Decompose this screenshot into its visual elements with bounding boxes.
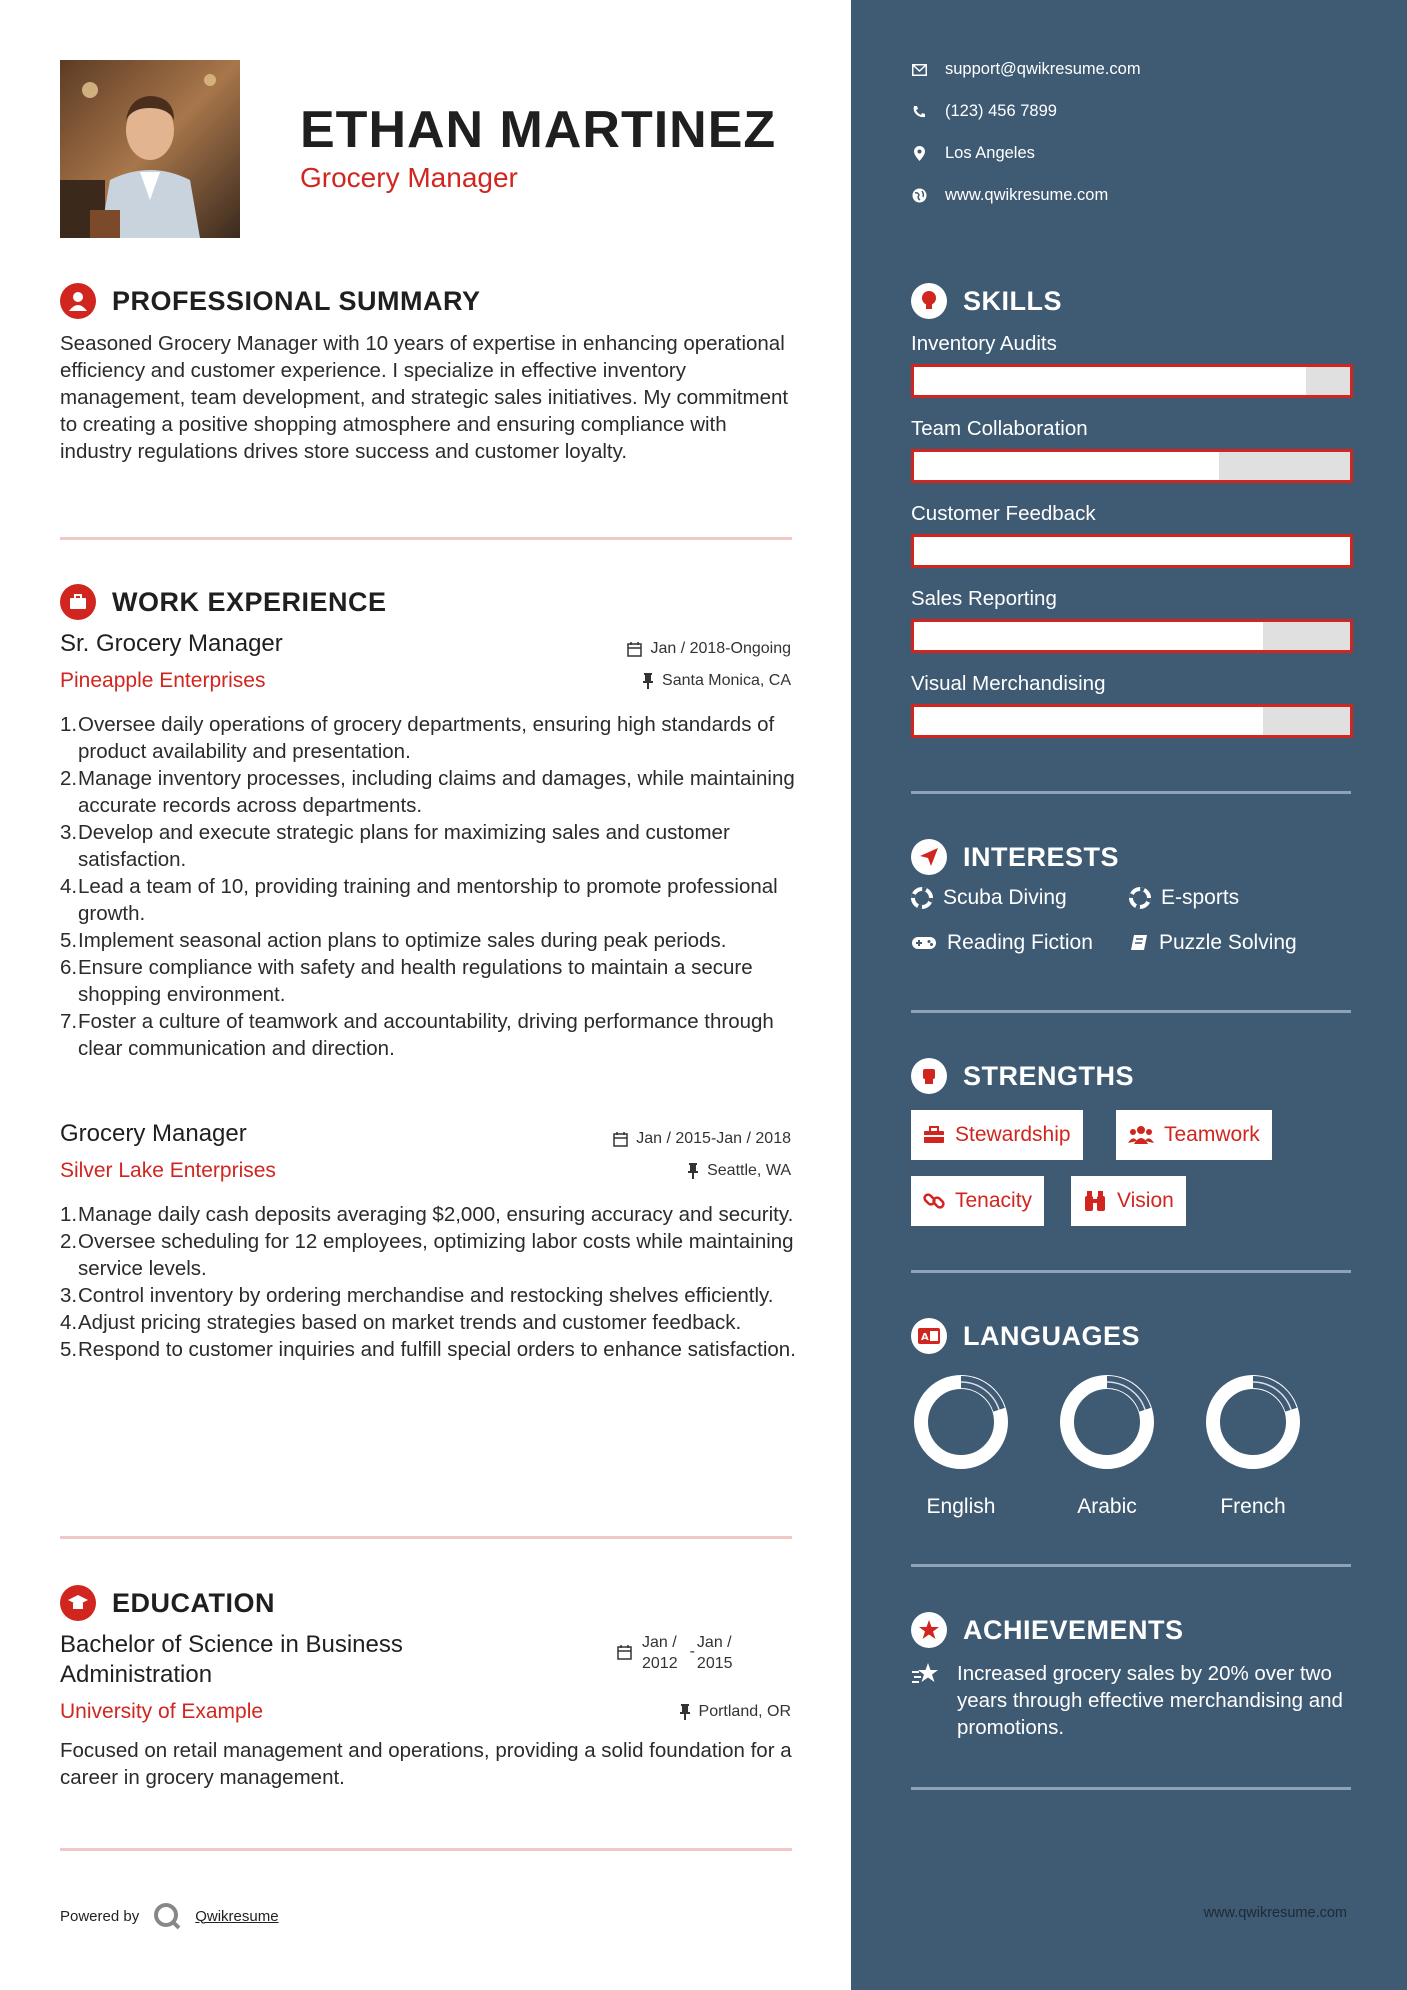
skill-bar [911, 364, 1353, 398]
language-item [906, 1372, 1016, 1519]
list-item: 5. Respond to customer inquiries and fulfill special orders to enhance satisfaction. [60, 1338, 796, 1361]
sidebar [851, 0, 1407, 1990]
achievements-title: ACHIEVEMENTS [963, 1614, 1184, 1645]
job-1-company: Pineapple Enterprises [60, 669, 266, 692]
pin-icon [642, 673, 654, 689]
strengths-title: STRENGTHS [963, 1060, 1135, 1091]
list-item: 5. Implement seasonal action plans to optimize sales during peak periods. [60, 929, 727, 952]
education-location-text: Portland, OR [698, 1703, 791, 1720]
education-date-sep: - [689, 1643, 695, 1660]
skill-bar [911, 534, 1353, 568]
gamepad-icon [911, 935, 937, 951]
users-icon [1128, 1125, 1154, 1145]
job-1-duties [60, 711, 800, 1062]
experience-heading [60, 584, 387, 620]
calendar-icon [627, 642, 642, 657]
job-1-location-text: Santa Monica, CA [662, 672, 791, 689]
list-item: 1. Oversee daily operations of grocery departments, ensuring high standards of product availability and presentation. [60, 713, 775, 763]
list-item: 1. Manage daily cash deposits averaging $2,000, ensuring accuracy and security. [60, 1203, 794, 1226]
strength-badge [911, 1110, 1083, 1160]
pin-icon [687, 1163, 699, 1179]
interest-item [911, 931, 1093, 955]
language-ring [911, 1372, 1011, 1472]
skill-bar-fill [914, 537, 1350, 565]
interest-label: Scuba Diving [943, 886, 1067, 909]
list-item: 7. Foster a culture of teamwork and accountability, driving performance through clear communication and direction. [60, 1010, 774, 1060]
phone-icon [911, 104, 927, 120]
section-divider [911, 1270, 1351, 1273]
interest-item [911, 886, 1067, 910]
list-item: 6. Ensure compliance with safety and health regulations to maintain a secure shopping environment. [60, 956, 753, 1006]
strength-label: Vision [1117, 1189, 1174, 1212]
skill-label: Sales Reporting [911, 587, 1057, 610]
education-text: Focused on retail management and operations, providing a solid foundation for a career in grocery management. [60, 1739, 792, 1789]
job-2-location-text: Seattle, WA [707, 1162, 791, 1179]
language-item [1198, 1372, 1308, 1519]
skill-bar [911, 449, 1353, 483]
degree-line-2: Administration [60, 1661, 213, 1688]
skill-label: Visual Merchandising [911, 672, 1106, 695]
language-label: Arabic [1077, 1495, 1137, 1518]
book-icon [1129, 933, 1149, 953]
paper-plane-icon [911, 839, 947, 875]
skill-label: Team Collaboration [911, 417, 1088, 440]
experience-title: WORK EXPERIENCE [112, 586, 387, 617]
language-item [1052, 1372, 1162, 1519]
strength-badge [911, 1176, 1044, 1226]
skill-label: Customer Feedback [911, 502, 1096, 525]
education-title: EDUCATION [112, 1587, 275, 1618]
education-location [679, 1703, 791, 1721]
achievement-item [911, 1660, 1351, 1741]
achievement-text: Increased grocery sales by 20% over two years through effective merchandising and promotions. [957, 1662, 1343, 1739]
contact-location-text: Los Angeles [945, 144, 1035, 162]
summary-heading [60, 283, 481, 319]
skill-bar-fill [914, 452, 1219, 480]
language-ring [1057, 1372, 1157, 1472]
contact-email [911, 60, 1141, 79]
profile-photo [60, 60, 240, 238]
skill-bar [911, 619, 1353, 653]
binoculars-icon [1083, 1190, 1107, 1212]
strength-badge [1116, 1110, 1272, 1160]
education-date-end: Jan / 2015 [696, 1634, 733, 1672]
envelope-icon [911, 62, 927, 78]
contact-phone [911, 102, 1057, 121]
strength-label: Tenacity [955, 1189, 1033, 1212]
list-item: 2. Manage inventory processes, including claims and damages, while maintaining accurate records across departments. [60, 767, 795, 817]
skills-title: SKILLS [963, 285, 1063, 316]
list-item: 2. Oversee scheduling for 12 employees, optimizing labor costs while maintaining service levels. [60, 1230, 794, 1280]
interests-heading [911, 839, 1119, 875]
interest-label: E-sports [1161, 886, 1240, 909]
skill-bar-fill [914, 622, 1263, 650]
interest-item [1129, 886, 1239, 910]
degree-line-1: Bachelor of Science in Business [60, 1631, 403, 1658]
powered-by-label: Powered by [60, 1907, 140, 1925]
education-date-start: Jan / 2012 [642, 1634, 678, 1672]
skill-bar-fill [914, 367, 1306, 395]
summary-text: Seasoned Grocery Manager with 10 years of expertise in enhancing operational efficiency and customer experience. I specialize in effective inventory management, team development, and strategic sales initiatives. My commitment to creating a positive shopping atmosphere and ensuring compliance with industry regulations drives store success and customer loyalty. [60, 332, 789, 463]
languages-heading [911, 1318, 1140, 1354]
job-1-dates [627, 640, 791, 658]
achievements-heading [911, 1612, 1184, 1648]
briefcase-icon [60, 584, 96, 620]
skill-bar [911, 704, 1353, 738]
section-divider [60, 537, 792, 540]
lifebuoy-icon [1129, 887, 1151, 909]
star-badge-icon [911, 1612, 947, 1648]
interest-item [1129, 931, 1297, 955]
section-divider [60, 1848, 792, 1851]
job-1-dates-text: Jan / 2018-Ongoing [650, 640, 791, 657]
job-1-role: Sr. Grocery Manager [60, 630, 283, 657]
skills-heading [911, 283, 1062, 319]
language-ring [1203, 1372, 1303, 1472]
job-2-role: Grocery Manager [60, 1120, 247, 1147]
summary-title: PROFESSIONAL SUMMARY [112, 285, 481, 316]
briefcase-icon [923, 1126, 945, 1144]
translate-icon [911, 1318, 947, 1354]
lightbulb-icon [911, 283, 947, 319]
school-name: University of Example [60, 1700, 264, 1723]
svg-text:A: A [921, 1332, 929, 1343]
job-1-location [642, 672, 791, 690]
section-divider [911, 791, 1351, 794]
qwikresume-logo-icon [153, 1902, 181, 1930]
contact-location [911, 144, 1035, 163]
strength-label: Stewardship [955, 1123, 1071, 1146]
section-divider [911, 1564, 1351, 1567]
section-divider [911, 1010, 1351, 1013]
candidate-title: Grocery Manager [300, 162, 518, 193]
skill-bar-fill [914, 707, 1263, 735]
section-divider [911, 1787, 1351, 1790]
job-2-location [687, 1162, 791, 1180]
skill-label: Inventory Audits [911, 332, 1057, 355]
fist-icon [911, 1058, 947, 1094]
footer-site[interactable]: www.qwikresume.com [1203, 1905, 1347, 1921]
list-item: 3. Control inventory by ordering merchandise and restocking shelves efficiently. [60, 1284, 774, 1307]
list-item: 4. Adjust pricing strategies based on market trends and customer feedback. [60, 1311, 742, 1334]
job-2-dates-text: Jan / 2015-Jan / 2018 [636, 1130, 791, 1147]
calendar-icon [613, 1132, 628, 1147]
star-icon [911, 1662, 943, 1741]
lifebuoy-icon [911, 887, 933, 909]
user-icon [60, 283, 96, 319]
contact-website-text[interactable]: www.qwikresume.com [945, 186, 1109, 204]
contact-phone-text: (123) 456 7899 [945, 102, 1057, 120]
strength-label: Teamwork [1164, 1123, 1260, 1146]
contact-website [911, 186, 1108, 205]
education-dates [617, 1632, 733, 1674]
language-label: French [1220, 1495, 1286, 1518]
job-2-duties [60, 1201, 800, 1363]
link-icon [923, 1190, 945, 1212]
language-label: English [926, 1495, 996, 1518]
section-divider [60, 1536, 792, 1539]
calendar-icon [617, 1645, 632, 1660]
location-pin-icon [911, 146, 927, 162]
pin-icon [679, 1704, 691, 1720]
footer-powered-by [60, 1902, 279, 1930]
strength-badge [1071, 1176, 1186, 1226]
graduate-icon [60, 1585, 96, 1621]
qwikresume-link[interactable]: Qwikresume [195, 1907, 279, 1925]
interest-label: Puzzle Solving [1159, 931, 1297, 954]
candidate-name: ETHAN MARTINEZ [300, 101, 777, 159]
contact-email-text[interactable]: support@qwikresume.com [945, 60, 1141, 78]
degree [60, 1630, 403, 1690]
education-heading [60, 1585, 275, 1621]
list-item: 4. Lead a team of 10, providing training and mentorship to promote professional growth. [60, 875, 778, 925]
languages-title: LANGUAGES [963, 1320, 1141, 1351]
interests-title: INTERESTS [963, 841, 1120, 872]
interest-label: Reading Fiction [947, 931, 1093, 954]
job-2-dates [613, 1130, 791, 1148]
job-2-company: Silver Lake Enterprises [60, 1159, 276, 1182]
strengths-heading [911, 1058, 1134, 1094]
globe-icon [911, 188, 927, 204]
list-item: 3. Develop and execute strategic plans for maximizing sales and customer satisfaction. [60, 821, 730, 871]
